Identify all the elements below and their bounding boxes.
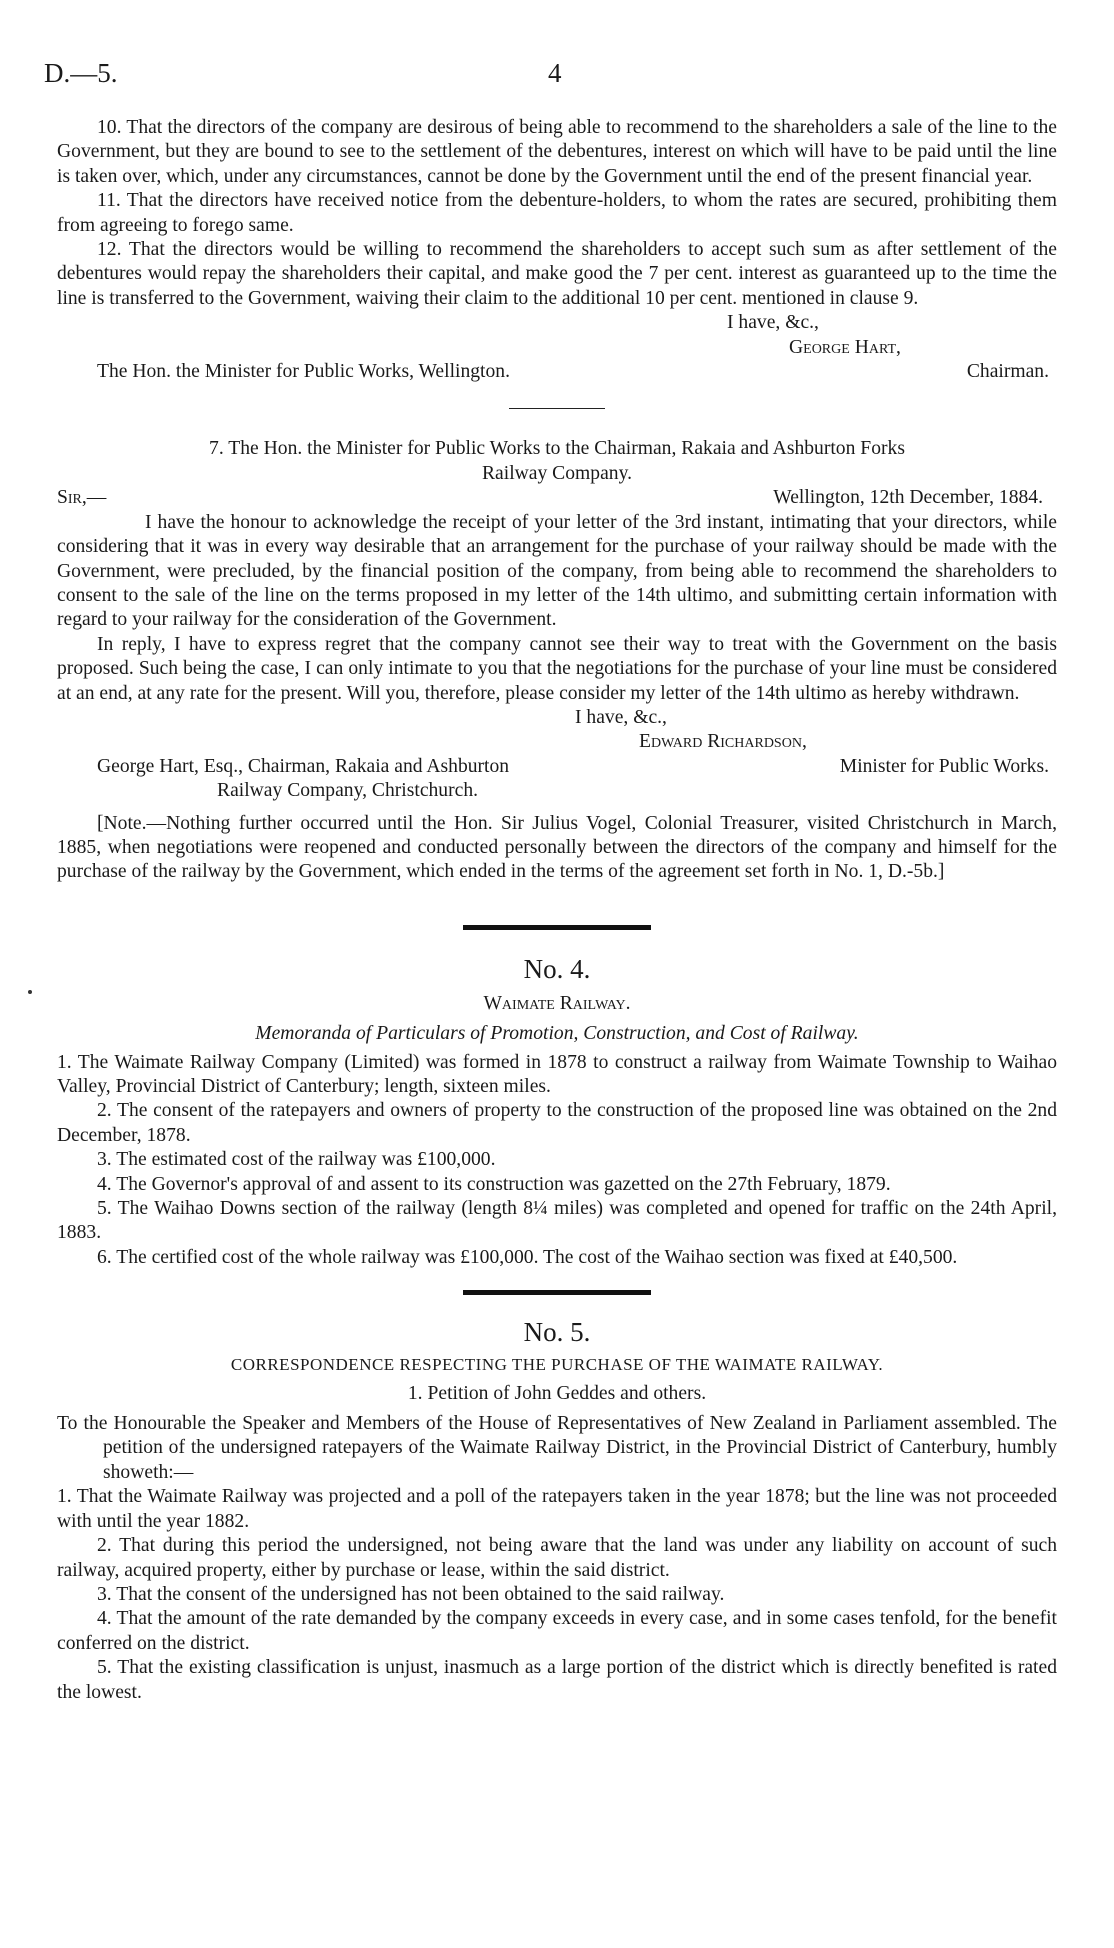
letter2-closing: I have, &c., — [575, 706, 667, 728]
letter2-signer-title: Minister for Public Works. — [839, 755, 1049, 777]
clause-12: 12. That the directors would be willing to recommend the shareholders to accept such sum as after settlement of the debentures would repay the shareholders their capital, and make good the 7 per cent. interest as guaranteed up to the time the line is transferred to the Government, waiving their claim to the additional 10 per cent. mentioned in clause 9. — [57, 239, 1057, 309]
section4-title: Waimate Railway. — [483, 992, 631, 1014]
editorial-note: [Note.—Nothing further occurred until the Hon. Sir Julius Vogel, Colonial Treasurer, visited Christchurch in March, 1885, when negotiations were reopened and conducted personally between the directors of the company and himself for the purchase of the railway by the Government, which ended in the terms of the agreement set forth in No. 1, D.-5b.] — [57, 812, 1057, 883]
document-reference: D.—5. — [44, 58, 118, 88]
section4-item-4: 4. The Governor's approval of and assent to its construction was gazetted on the 27th February, 1879. — [97, 1173, 891, 1195]
section5-number: No. 5. — [523, 1317, 591, 1348]
letter2-footer — [57, 755, 1057, 779]
letter2-salutation-row — [57, 486, 1057, 510]
letter1-footer — [57, 360, 1057, 384]
page-number: 4 — [548, 58, 562, 88]
page-body — [57, 116, 1057, 1705]
petition-item-5: 5. That the existing classification is unjust, inasmuch as a large portion of the district which is directly benefited is rated the lowest. — [57, 1657, 1057, 1703]
clause-10: 10. That the directors of the company are desirous of being able to recommend to the shareholders a sale of the line to the Government, but they are bound to see to the settlement of the debentures, interest on which will have to be paid until the line is taken over, which, under any circumstances, cannot be done by the Government until the end of the present financial year. — [57, 117, 1057, 187]
section4-item-1: 1. The Waimate Railway Company (Limited) was formed in 1878 to construct a railway from Waimate Township to Waihao Valley, Provincial District of Canterbury; length, sixteen miles. — [57, 1051, 1057, 1097]
letter2-heading: 7. The Hon. the Minister for Public Works to the Chairman, Rakaia and Ashburton Forks — [209, 438, 905, 460]
letter1-closing: I have, &c., — [727, 312, 819, 334]
letter2-addressee: George Hart, Esq., Chairman, Rakaia and Ashburton — [97, 755, 510, 777]
section4-number: No. 4. — [523, 953, 591, 984]
section5-title: CORRESPONDENCE RESPECTING THE PURCHASE OF THE WAIMATE RAILWAY. — [230, 1355, 884, 1375]
petition-preamble: To the Honourable the Speaker and Members of the House of Representatives of New Zealand in Parliament assembled. The petition of the undersigned ratepayers of the Waimate Railway District, in the Provincial District of Canterbury, humbly showeth:— — [57, 1413, 1057, 1483]
letter2-addressee-cont: Railway Company, Christchurch. — [217, 780, 479, 802]
letter1-signer-title: Chairman. — [966, 361, 1049, 383]
petition-item-1: 1. That the Waimate Railway was projected and a poll of the ratepayers taken in the year 1878; but the line was not proceeded with until the year 1882. — [57, 1486, 1057, 1532]
section4-item-6: 6. The certified cost of the whole railway was £100,000. The cost of the Waihao section was fixed at £40,500. — [97, 1246, 958, 1268]
clause-11: 11. That the directors have received notice from the debenture-holders, to whom the rates are secured, prohibiting them from agreeing to forego same. — [57, 190, 1057, 236]
letter2-place-date: Wellington, 12th December, 1884. — [773, 487, 1043, 509]
section4-item-3: 3. The estimated cost of the railway was £100,000. — [97, 1149, 496, 1171]
margin-speck — [28, 990, 32, 994]
letter2-salutation: Sir,— — [57, 487, 107, 509]
section4-subtitle: Memoranda of Particulars of Promotion, Construction, and Cost of Railway. — [255, 1023, 859, 1045]
letter2-heading-cont: Railway Company. — [481, 462, 632, 484]
letter2-signer: Edward Richardson, — [639, 731, 807, 753]
letter1-addressee: The Hon. the Minister for Public Works, Wellington. — [97, 361, 510, 383]
petition-item-3: 3. That the consent of the undersigned has not been obtained to the said railway. — [97, 1583, 725, 1605]
petition-item-2: 2. That during this period the undersigned, not being aware that the land was under any liability on account of such railway, acquired property, either by purchase or lease, within the said district. — [57, 1535, 1057, 1581]
petition-heading: 1. Petition of John Geddes and others. — [407, 1382, 707, 1404]
petition-item-4: 4. That the amount of the rate demanded by the company exceeds in every case, and in some cases tenfold, for the benefit conferred on the district. — [57, 1608, 1057, 1654]
section4-item-2: 2. The consent of the ratepayers and owners of property to the construction of the proposed line was obtained on the 2nd December, 1878. — [57, 1100, 1057, 1146]
letter2-paragraph-2: In reply, I have to express regret that the company cannot see their way to treat with the Government on the basis proposed. Such being the case, I can only intimate to you that the negotiations for the purchase of your line must be considered at an end, at any rate for the present. Will you, therefore, please consider my letter of the 14th ultimo as hereby withdrawn. — [57, 633, 1057, 704]
letter1-signer: George Hart, — [789, 336, 901, 358]
letter2-paragraph-1: I have the honour to acknowledge the receipt of your letter of the 3rd instant, intimating that your directors, while considering that it was in every way desirable that an arrangement for the purchase of your railway should be made with the Government, were precluded, by the financial position of the company, from being able to recommend the shareholders to consent to the sale of the line on the terms proposed in my letter of the 14th ultimo, and submitting certain information with regard to your railway for the consideration of the Government. — [57, 511, 1057, 631]
section4-item-5: 5. The Waihao Downs section of the railway (length 8¼ miles) was completed and opened for traffic on the 24th April, 1883. — [57, 1198, 1057, 1244]
